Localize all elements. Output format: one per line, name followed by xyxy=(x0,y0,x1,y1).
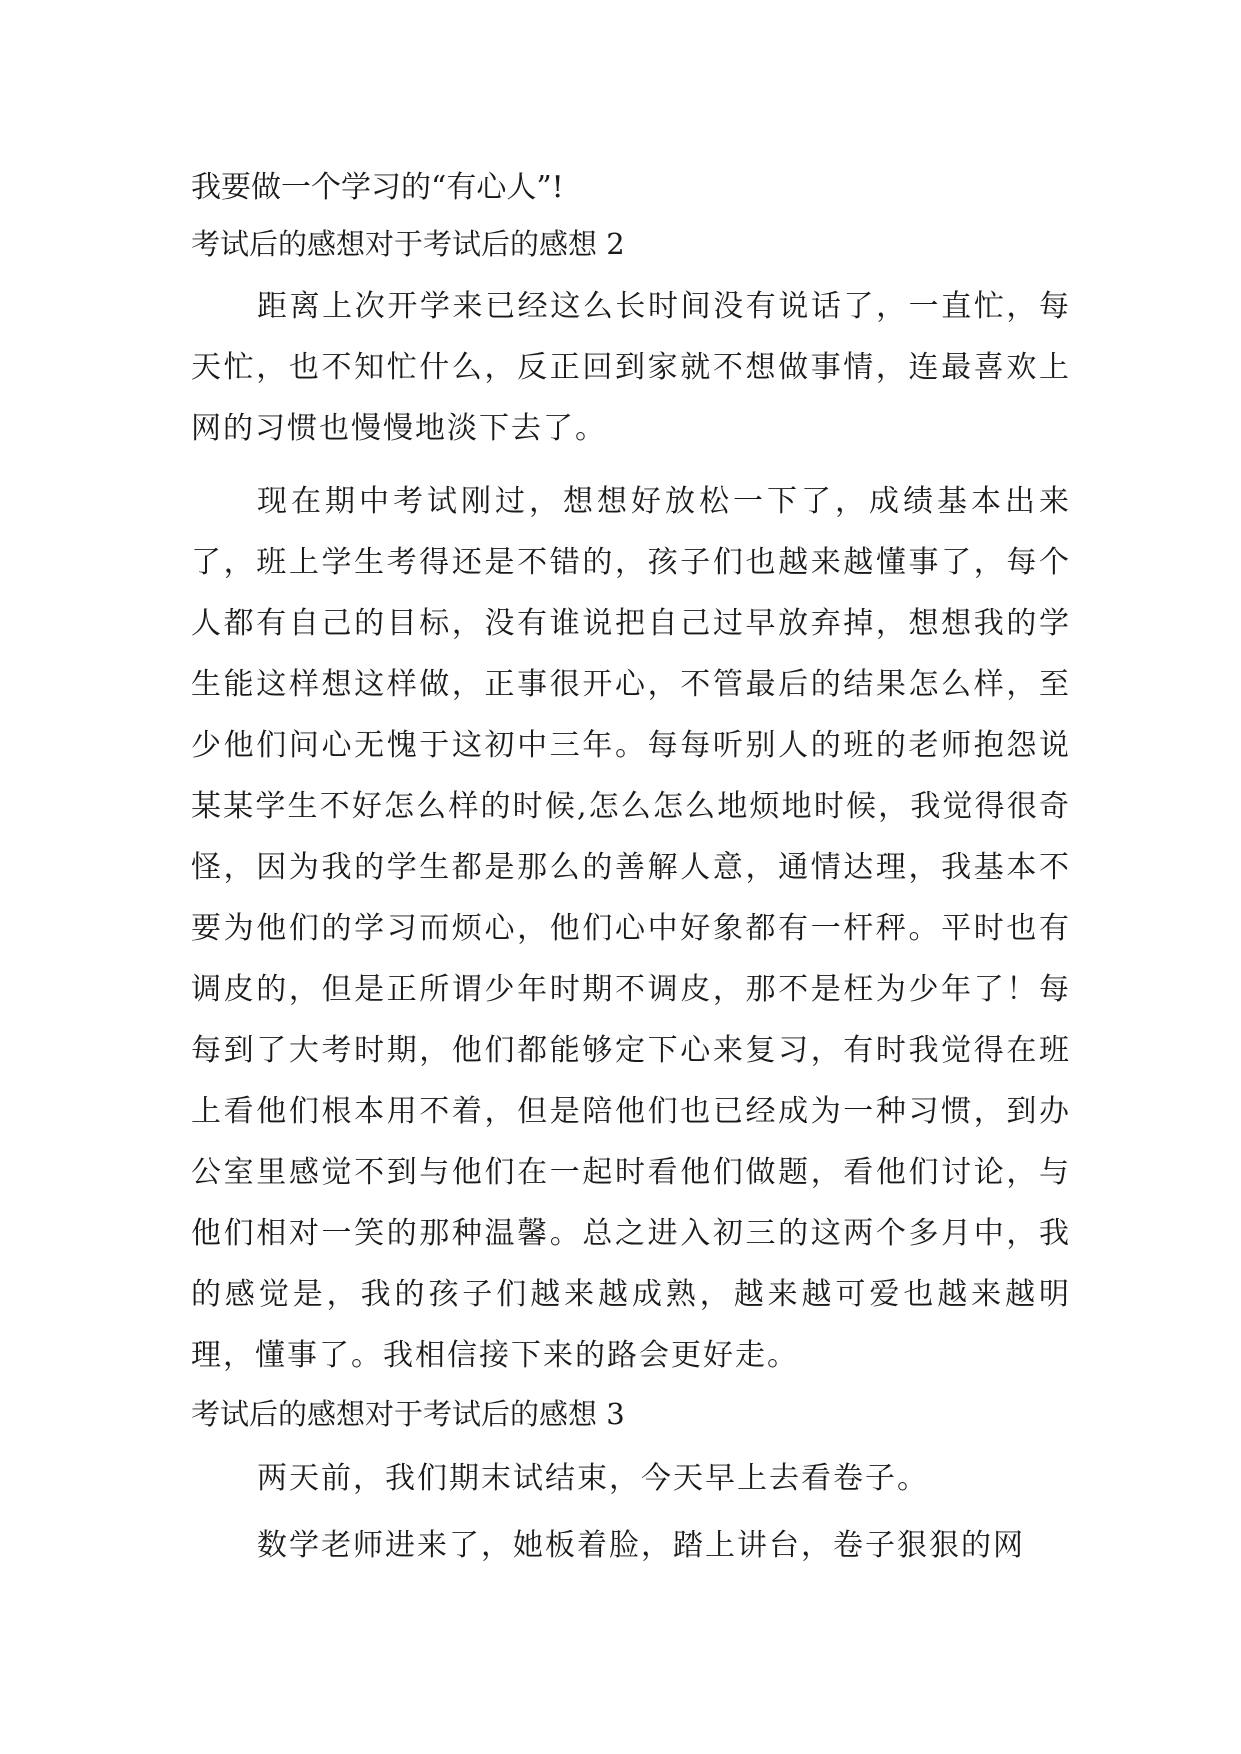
paragraph-2-2: 现在期中考试刚过，想想好放松一下了，成绩基本出来了，班上学生考得还是不错的，孩子们也越来越懂事了，每个人都有自己的目标，没有谁说把自己过早放弃掉，想想我的学生能这样想这样做，正事很开心，不管最后的结果怎么样，至少他们问心无愧于这初中三年。每每听别人的班的老师抱怨说某某学生不好怎么样的时候,怎么怎么地烦地时候，我觉得很奇怪，因为我的学生都是那么的善解人意，通情达理，我基本不要为他们的学习而烦心，他们心中好象都有一杆秤。平时也有调皮的，但是正所谓少年时期不调皮，那不是枉为少年了！每每到了大考时期，他们都能够定下心来复习，有时我觉得在班上看他们根本用不着，但是陪他们也已经成为一种习惯，到办公室里感觉不到与他们在一起时看他们做题，看他们讨论，与他们相对一笑的那种温馨。总之进入初三的这两个多月中，我的感觉是，我的孩子们越来越成熟，越来越可爱也越来越明理，懂事了。我相信接下来的路会更好走。 xyxy=(191,484,1071,1373)
document-body xyxy=(191,160,1071,1576)
paragraph-2-1: 距离上次开学来已经这么长时间没有说话了，一直忙，每天忙，也不知忙什么，反正回到家就不想做事情，连最喜欢上网的习惯也慢慢地淡下去了。 xyxy=(191,289,1071,446)
section-heading-2: 考试后的感想对于考试后的感想 2 xyxy=(191,227,625,261)
paragraph-3-2: 数学老师进来了，她板着脸，踏上讲台，卷子狠狠的网 xyxy=(257,1528,1025,1563)
paragraph-3-1: 两天前，我们期末试结束，今天早上去看卷子。 xyxy=(257,1461,929,1496)
section-heading-3: 考试后的感想对于考试后的感想 3 xyxy=(191,1397,625,1431)
paragraph-block xyxy=(191,471,1071,1386)
paragraph-block xyxy=(191,276,1071,459)
intro-closing-line: 我要做一个学习的“有心人”! xyxy=(191,170,564,205)
paragraph-block xyxy=(191,1515,1071,1576)
paragraph-block xyxy=(191,1448,1071,1509)
